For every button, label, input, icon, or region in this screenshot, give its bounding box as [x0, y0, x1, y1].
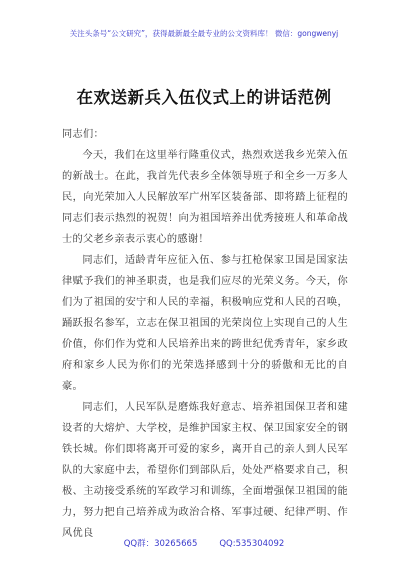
paragraph: 同志们，人民军队是磨炼我好意志、培养祖国保卫者和建设者的大熔炉、大学校，是维护国家主权、保卫国家安全的钢铁长城。你们即将离开可爱的家乡，离开自己的亲人到人民军队的大家庭中去，希望你们到部队后，处处严格要求自己，积极、主动接受系统的军政学习和训练，全面增强保卫祖国的能力，努力把自己培养成为政治合格、军事过硬、纪律严明、作风优良	[62, 402, 348, 539]
paragraph: 同志们，适龄青年应征入伍、参与扛枪保家卫国是国家法律赋予我们的神圣职责，也是我们应尽的光荣义务。今天，你们为了祖国的安宁和人民的幸福，积极响应党和人民的召唤，踊跃报名参军，立志在保卫祖国的光荣岗位上实现自己的人生价值，你们作为党和人民培养出来的跨世纪优秀青年，家乡政府和家乡人民为你们的光荣选择感到十分的骄傲和无比的自豪。	[62, 255, 348, 392]
document-body	[62, 124, 348, 544]
qq-group-text: QQ群：30265665	[123, 539, 198, 549]
salutation: 同志们：	[62, 129, 104, 140]
paragraph: 今天，我们在这里举行隆重仪式，热烈欢送我乡光荣入伍的新战士。在此，我首先代表乡全体领导班子和全乡一万多人民，向光荣加入人民解放军广州军区装备部、即将踏上征程的同志们表示热烈的祝贺！向为祖国培养出优秀接班人和革命战士的父老乡亲表示衷心的感谢！	[62, 150, 348, 245]
promo-banner: 关注头条号“公文研究”，获得最新最全最专业的公文资料库！ 微信：gongwenyj	[69, 29, 339, 38]
document-title: 在欢送新兵入伍仪式上的讲话范例	[76, 88, 332, 107]
footer-contact	[0, 537, 408, 549]
qq-text: QQ:535304092	[219, 539, 285, 549]
